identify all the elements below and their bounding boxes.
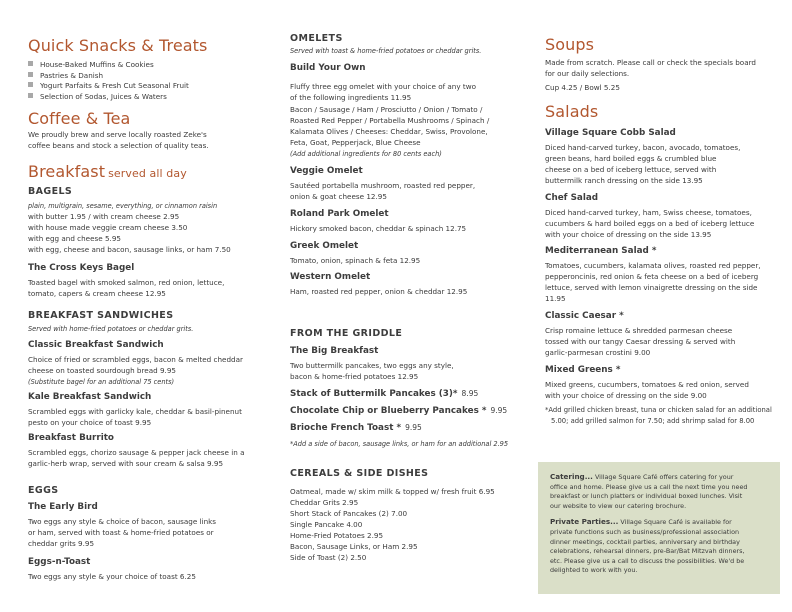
- menu-item-name: Brioche French Toast * 9.95: [290, 423, 422, 433]
- bagels-heading: BAGELS: [28, 186, 73, 197]
- soups-text: for our daily selections.: [545, 69, 630, 78]
- menu-item-desc: cucumbers & hard boiled eggs on a bed of iceberg lettuce: [545, 219, 755, 228]
- menu-item-desc: Ham, roasted red pepper, onion & cheddar 12.95: [290, 287, 468, 296]
- menu-item-desc: Bacon / Sausage / Ham / Prosciutto / Onion / Tomato /: [290, 105, 483, 114]
- menu-item-desc: lettuce, served with lemon vinaigrette dressing on the side: [545, 283, 758, 292]
- parties-line: dinner meetings, cocktail parties, anniversary and birthday: [550, 537, 740, 546]
- menu-item-desc: 11.95: [545, 294, 566, 303]
- menu-item-desc: Scrambled eggs with garlicky kale, cheddar & basil-pinenut: [28, 407, 242, 416]
- menu-item-desc: Feta, Goat, Pepperjack, Blue Cheese: [290, 138, 421, 147]
- side-line: Oatmeal, made w/ skim milk & topped w/ fresh fruit 6.95: [290, 487, 495, 496]
- side-line: Cheddar Grits 2.95: [290, 498, 359, 507]
- list-item: House-Baked Muffins & Cookies: [28, 60, 154, 71]
- menu-item-desc: or ham, served with toast & home-fried potatoes or: [28, 528, 214, 537]
- omelets-note: Served with toast & home-fried potatoes or cheddar grits.: [290, 47, 482, 55]
- soups-title: Soups: [545, 35, 595, 54]
- breakfast-title: Breakfast served all day: [28, 162, 187, 181]
- menu-item-note: (Substitute bagel for an additional 75 cents): [28, 378, 175, 386]
- cross-keys-name: The Cross Keys Bagel: [28, 263, 135, 273]
- bagel-line: with butter 1.95 / with cream cheese 2.95: [28, 212, 180, 221]
- parties-line: celebrations, rehearsal dinners, pre-Bar/Bat Mitzvah dinners,: [550, 547, 745, 556]
- menu-item-name: Village Square Cobb Salad: [545, 128, 676, 138]
- menu-item-desc: Roasted Red Pepper / Portabella Mushrooms / Spinach /: [290, 116, 490, 125]
- menu-item-price: 9.95: [405, 423, 422, 432]
- menu-item-desc: Tomatoes, cucumbers, kalamata olives, roasted red pepper,: [545, 261, 761, 270]
- griddle-heading: FROM THE GRIDDLE: [290, 328, 403, 339]
- menu-item-desc: pesto on your choice of toast 9.95: [28, 418, 152, 427]
- bullet-square-icon: [28, 61, 33, 66]
- menu-item-desc: Kalamata Olives / Cheeses: Cheddar, Swiss, Provolone,: [290, 127, 488, 136]
- menu-item-name: Chef Salad: [545, 193, 599, 203]
- menu-item-desc: Diced hand-carved turkey, bacon, avocado, tomatoes,: [545, 143, 741, 152]
- menu-item-price: 8.95: [461, 389, 479, 398]
- menu-item-name: Chocolate Chip or Blueberry Pancakes * 9.95: [290, 406, 508, 416]
- eggs-heading: EGGS: [28, 485, 59, 496]
- menu-item-name: The Early Bird: [28, 502, 98, 512]
- menu-item-desc: Fluffy three egg omelet with your choice of any two: [290, 82, 476, 91]
- menu-item-desc: Choice of fried or scrambled eggs, bacon & melted cheddar: [28, 355, 243, 364]
- menu-item-name: Classic Breakfast Sandwich: [28, 340, 164, 350]
- bullet-square-icon: [28, 82, 33, 87]
- griddle-note: *Add a side of bacon, sausage links, or ham for an additional 2.95: [290, 440, 509, 448]
- side-line: Side of Toast (2) 2.50: [290, 553, 367, 562]
- sandwiches-heading: BREAKFAST SANDWICHES: [28, 310, 174, 321]
- menu-item-desc: with your choice of dressing on the side 9.00: [545, 391, 707, 400]
- menu-item-desc: bacon & home-fried potatoes 12.95: [290, 372, 419, 381]
- cross-keys-desc: tomato, capers & cream cheese 12.95: [28, 289, 166, 298]
- menu-item-name: Greek Omelet: [290, 241, 359, 251]
- coffee-text: We proudly brew and serve locally roasted Zeke's: [28, 130, 207, 139]
- menu-item-desc: Two eggs any style & your choice of toast 6.25: [28, 572, 196, 581]
- menu-item-desc: cheese on a bed of iceberg lettuce, served with: [545, 165, 717, 174]
- breakfast-subtitle: served all day: [108, 167, 187, 180]
- soups-text: Made from scratch. Please call or check the specials board: [545, 58, 756, 67]
- list-item: Pastries & Danish: [28, 71, 103, 82]
- cross-keys-desc: Toasted bagel with smoked salmon, red onion, lettuce,: [28, 278, 225, 287]
- list-item: Yogurt Parfaits & Fresh Cut Seasonal Fruit: [28, 81, 189, 92]
- menu-item-name: Build Your Own: [290, 63, 366, 73]
- cereals-heading: CEREALS & SIDE DISHES: [290, 468, 429, 479]
- parties-line: etc. Please give us a call to discuss the possibilities. We'd be: [550, 556, 745, 565]
- salads-addon-note: 5.00; add grilled salmon for 7.50; add shrimp salad for 8.00: [551, 417, 755, 425]
- list-item: Selection of Sodas, Juices & Waters: [28, 92, 167, 103]
- menu-item-name: Veggie Omelet: [290, 166, 363, 176]
- parties-line: private functions such as business/professional association: [550, 527, 740, 536]
- quick-snacks-title: Quick Snacks & Treats: [28, 36, 208, 55]
- parties-line: delighted to work with you.: [550, 566, 638, 575]
- menu-item-name: Eggs-n-Toast: [28, 557, 91, 567]
- bullet-square-icon: [28, 72, 33, 77]
- side-line: Short Stack of Pancakes (2) 7.00: [290, 509, 408, 518]
- side-line: Home-Fried Potatoes 2.95: [290, 531, 384, 540]
- omelets-heading: OMELETS: [290, 33, 343, 44]
- coffee-tea-title: Coffee & Tea: [28, 109, 131, 128]
- coffee-text: coffee beans and stock a selection of quality teas.: [28, 141, 209, 150]
- bagel-line: with egg and cheese 5.95: [28, 234, 121, 243]
- soups-price: Cup 4.25 / Bowl 5.25: [545, 83, 620, 92]
- bullet-square-icon: [28, 93, 33, 98]
- menu-item-name: Mixed Greens *: [545, 365, 621, 375]
- menu-item-name: Western Omelet: [290, 272, 371, 282]
- catering-line: office and home. Please give us a call the next time you need: [550, 482, 748, 491]
- menu-item-desc: tossed with our tangy Caesar dressing & served with: [545, 337, 736, 346]
- menu-item-desc: Scrambled eggs, chorizo sausage & pepper jack cheese in a: [28, 448, 245, 457]
- menu-item-desc: Two eggs any style & choice of bacon, sausage links: [28, 517, 217, 526]
- menu-item-desc: Two buttermilk pancakes, two eggs any style,: [290, 361, 454, 370]
- menu-item-desc: onion & goat cheese 12.95: [290, 192, 387, 201]
- menu-item-name: Stack of Buttermilk Pancakes (3)* 8.95: [290, 389, 479, 399]
- bagel-line: with egg, cheese and bacon, sausage links, or ham 7.50: [28, 245, 231, 254]
- menu-item-desc: garlic-parmesan crostini 9.00: [545, 348, 651, 357]
- salads-addon-note: *Add grilled chicken breast, tuna or chicken salad for an additional: [545, 406, 772, 414]
- menu-item-name: Classic Caesar *: [545, 311, 624, 321]
- menu-item-desc: cheddar grits 9.95: [28, 539, 95, 548]
- catering-line: our website to view our catering brochure.: [550, 501, 687, 510]
- menu-item-name: Roland Park Omelet: [290, 209, 389, 219]
- menu-item-name: Breakfast Burrito: [28, 433, 114, 443]
- menu-item-desc: Mixed greens, cucumbers, tomatoes & red onion, served: [545, 380, 749, 389]
- catering-title: Catering...: [550, 472, 593, 481]
- parties-line: Private Parties... Village Square Café is available for: [550, 517, 732, 527]
- menu-item-desc: Crisp romaine lettuce & shredded parmesan cheese: [545, 326, 733, 335]
- menu-item-desc: Tomato, onion, spinach & feta 12.95: [290, 256, 421, 265]
- menu-item-desc: Diced hand-carved turkey, ham, Swiss cheese, tomatoes,: [545, 208, 752, 217]
- menu-item-price: 9.95: [490, 406, 508, 415]
- catering-line: breakfast or lunch platters or individual boxed lunches. Visit: [550, 492, 743, 501]
- menu-item-desc: with your choice of dressing on the side 13.95: [545, 230, 712, 239]
- side-line: Bacon, Sausage Links, or Ham 2.95: [290, 542, 418, 551]
- catering-line: Catering... Village Square Café offers catering for your: [550, 472, 734, 481]
- menu-item-name: Mediterranean Salad *: [545, 246, 657, 256]
- menu-item-name: The Big Breakfast: [290, 346, 379, 356]
- menu-item-note: (Add additional ingredients for 80 cents each): [290, 150, 442, 158]
- catering-box: [538, 462, 780, 594]
- menu-item-desc: pepperoncinis, red onion & feta cheese on a bed of iceberg: [545, 272, 759, 281]
- side-line: Single Pancake 4.00: [290, 520, 363, 529]
- bagel-line: with house made veggie cream cheese 3.50: [28, 223, 188, 232]
- menu-item-desc: green beans, hard boiled eggs & crumbled blue: [545, 154, 717, 163]
- menu-item-desc: buttermilk ranch dressing on the side 13.95: [545, 176, 703, 185]
- private-parties-title: Private Parties...: [550, 517, 619, 527]
- menu-item-desc: Hickory smoked bacon, cheddar & spinach 12.75: [290, 224, 467, 233]
- menu-item-desc: Sautéed portabella mushroom, roasted red pepper,: [290, 181, 476, 190]
- bagels-note: plain, multigrain, sesame, everything, or cinnamon raisin: [28, 202, 218, 210]
- sandwiches-note: Served with home-fried potatoes or cheddar grits.: [28, 325, 194, 333]
- salads-title: Salads: [545, 102, 599, 121]
- menu-item-name: Kale Breakfast Sandwich: [28, 392, 152, 402]
- menu-item-desc: cheese on toasted sourdough bread 9.95: [28, 366, 176, 375]
- menu-item-desc: garlic-herb wrap, served with sour cream & salsa 9.95: [28, 459, 224, 468]
- menu-item-desc: of the following ingredients 11.95: [290, 93, 412, 102]
